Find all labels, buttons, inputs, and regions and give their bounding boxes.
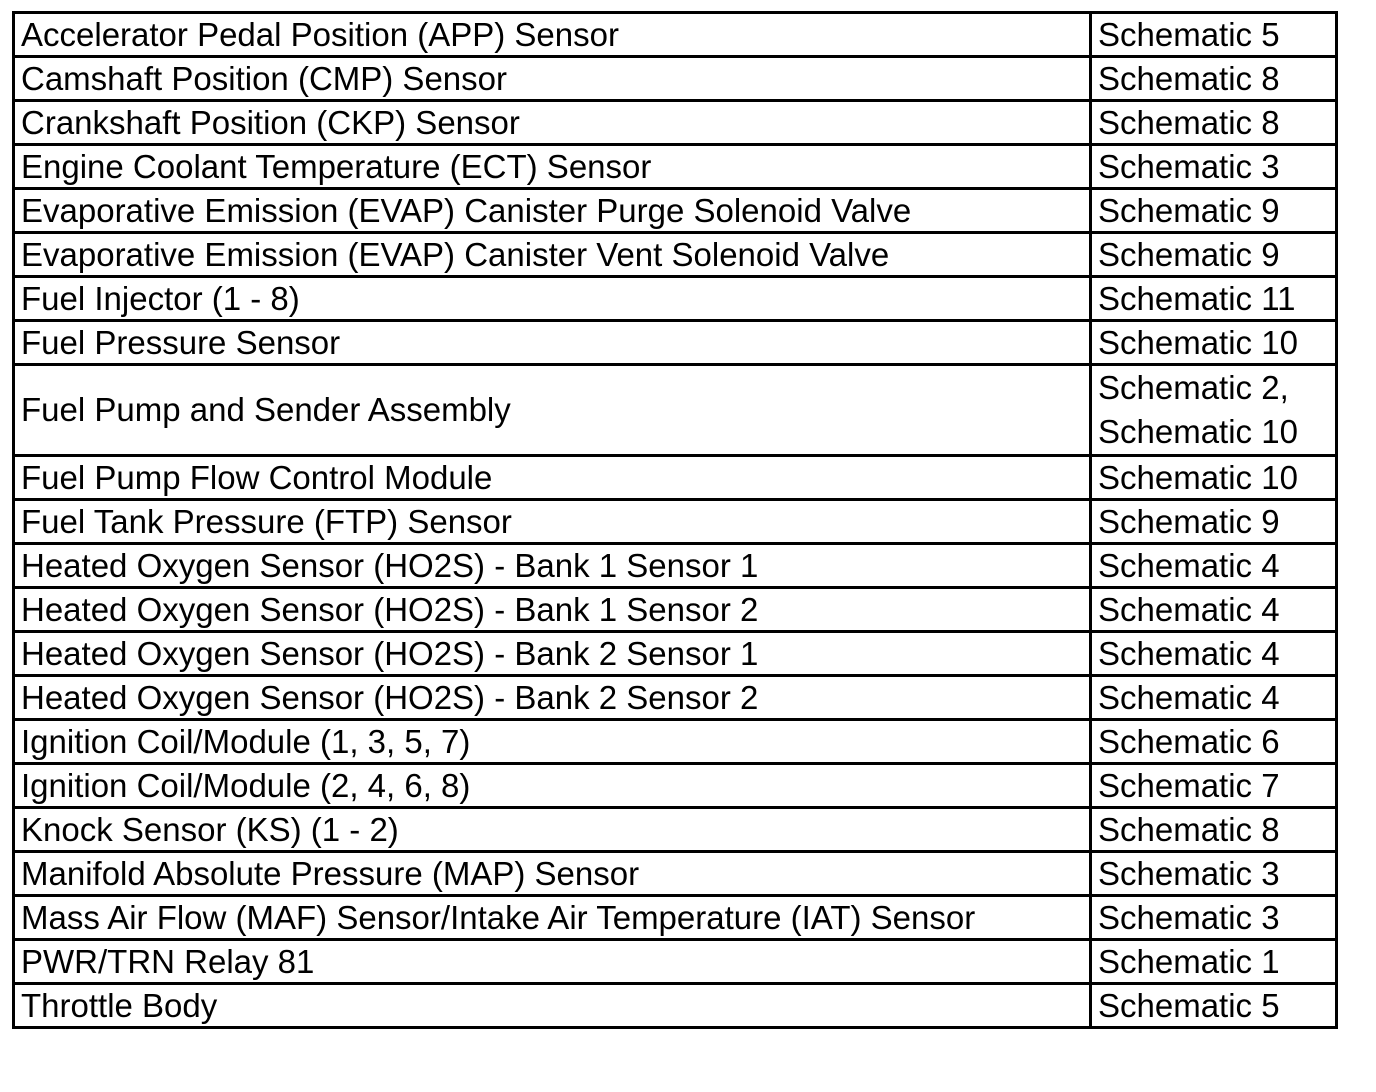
schematic-reference-cell xyxy=(1091,365,1337,456)
component-name-cell: PWR/TRN Relay 81 xyxy=(14,940,1091,984)
table-body xyxy=(14,13,1337,1028)
component-name-cell: Engine Coolant Temperature (ECT) Sensor xyxy=(14,145,1091,189)
table-row xyxy=(14,321,1337,365)
component-name-cell: Heated Oxygen Sensor (HO2S) - Bank 1 Sensor 1 xyxy=(14,544,1091,588)
table-row xyxy=(14,896,1337,940)
schematic-reference-cell xyxy=(1091,57,1337,101)
schematic-reference-cell xyxy=(1091,940,1337,984)
schematic-reference: Schematic 3 xyxy=(1098,854,1280,892)
schematic-reference-cell xyxy=(1091,233,1337,277)
component-name-cell: Fuel Injector (1 - 8) xyxy=(14,277,1091,321)
component-name-cell: Fuel Pressure Sensor xyxy=(14,321,1091,365)
table-row xyxy=(14,808,1337,852)
component-name-cell: Knock Sensor (KS) (1 - 2) xyxy=(14,808,1091,852)
schematic-reference-cell xyxy=(1091,145,1337,189)
component-name-cell: Ignition Coil/Module (1, 3, 5, 7) xyxy=(14,720,1091,764)
schematic-reference-cell xyxy=(1091,321,1337,365)
table-row xyxy=(14,632,1337,676)
schematic-reference-cell xyxy=(1091,189,1337,233)
component-schematic-table-wrapper xyxy=(12,11,1338,1029)
schematic-reference-cell xyxy=(1091,632,1337,676)
component-name-cell: Evaporative Emission (EVAP) Canister Vent Solenoid Valve xyxy=(14,233,1091,277)
schematic-reference-cell xyxy=(1091,984,1337,1028)
component-name-cell: Heated Oxygen Sensor (HO2S) - Bank 2 Sensor 2 xyxy=(14,676,1091,720)
table-row xyxy=(14,676,1337,720)
component-name-cell: Camshaft Position (CMP) Sensor xyxy=(14,57,1091,101)
table-row xyxy=(14,500,1337,544)
schematic-reference-cell xyxy=(1091,277,1337,321)
component-name-cell: Heated Oxygen Sensor (HO2S) - Bank 2 Sensor 1 xyxy=(14,632,1091,676)
schematic-reference: Schematic 11 xyxy=(1098,279,1296,317)
schematic-reference: Schematic 10 xyxy=(1098,323,1298,361)
component-name-cell: Manifold Absolute Pressure (MAP) Sensor xyxy=(14,852,1091,896)
schematic-reference: Schematic 6 xyxy=(1098,722,1280,760)
schematic-reference: Schematic 10 xyxy=(1098,413,1298,450)
schematic-reference-cell xyxy=(1091,588,1337,632)
table-row xyxy=(14,277,1337,321)
schematic-reference: Schematic 9 xyxy=(1098,191,1280,229)
schematic-reference-cell xyxy=(1091,500,1337,544)
table-row xyxy=(14,764,1337,808)
table-row xyxy=(14,365,1337,456)
table-row xyxy=(14,101,1337,145)
table-row xyxy=(14,940,1337,984)
component-name-cell: Mass Air Flow (MAF) Sensor/Intake Air Temperature (IAT) Sensor xyxy=(14,896,1091,940)
table-row xyxy=(14,984,1337,1028)
schematic-reference: Schematic 1 xyxy=(1098,942,1280,980)
table-row xyxy=(14,233,1337,277)
schematic-reference-cell xyxy=(1091,720,1337,764)
table-row xyxy=(14,588,1337,632)
schematic-reference: Schematic 4 xyxy=(1098,634,1280,672)
schematic-reference: Schematic 4 xyxy=(1098,590,1280,628)
table-row xyxy=(14,57,1337,101)
component-name-cell: Fuel Pump and Sender Assembly xyxy=(14,365,1091,456)
schematic-reference-cell xyxy=(1091,676,1337,720)
schematic-reference: Schematic 7 xyxy=(1098,766,1280,804)
schematic-reference-cell xyxy=(1091,896,1337,940)
schematic-reference-cell xyxy=(1091,808,1337,852)
table-row xyxy=(14,456,1337,500)
schematic-reference: Schematic 8 xyxy=(1098,103,1280,141)
table-row xyxy=(14,145,1337,189)
component-name-cell: Heated Oxygen Sensor (HO2S) - Bank 1 Sensor 2 xyxy=(14,588,1091,632)
component-name-cell: Fuel Pump Flow Control Module xyxy=(14,456,1091,500)
schematic-reference: Schematic 10 xyxy=(1098,458,1298,496)
component-schematic-table xyxy=(12,11,1338,1029)
component-name-cell: Fuel Tank Pressure (FTP) Sensor xyxy=(14,500,1091,544)
schematic-reference: Schematic 9 xyxy=(1098,235,1280,273)
table-row xyxy=(14,189,1337,233)
schematic-reference: Schematic 5 xyxy=(1098,15,1280,53)
schematic-reference-cell xyxy=(1091,456,1337,500)
schematic-reference-cell xyxy=(1091,544,1337,588)
schematic-reference: Schematic 2, xyxy=(1098,369,1289,406)
schematic-reference-cell xyxy=(1091,764,1337,808)
schematic-reference: Schematic 5 xyxy=(1098,986,1280,1024)
component-name-cell: Crankshaft Position (CKP) Sensor xyxy=(14,101,1091,145)
schematic-reference: Schematic 3 xyxy=(1098,898,1280,936)
schematic-reference-cell xyxy=(1091,13,1337,57)
table-row xyxy=(14,544,1337,588)
table-row xyxy=(14,13,1337,57)
schematic-reference-cell xyxy=(1091,852,1337,896)
component-name-cell: Accelerator Pedal Position (APP) Sensor xyxy=(14,13,1091,57)
schematic-reference-cell xyxy=(1091,101,1337,145)
table-row xyxy=(14,720,1337,764)
schematic-reference: Schematic 3 xyxy=(1098,147,1280,185)
component-name-cell: Throttle Body xyxy=(14,984,1091,1028)
schematic-reference: Schematic 8 xyxy=(1098,810,1280,848)
schematic-reference: Schematic 9 xyxy=(1098,502,1280,540)
schematic-reference: Schematic 8 xyxy=(1098,59,1280,97)
component-name-cell: Evaporative Emission (EVAP) Canister Purge Solenoid Valve xyxy=(14,189,1091,233)
schematic-reference: Schematic 4 xyxy=(1098,546,1280,584)
component-name-cell: Ignition Coil/Module (2, 4, 6, 8) xyxy=(14,764,1091,808)
table-row xyxy=(14,852,1337,896)
schematic-reference: Schematic 4 xyxy=(1098,678,1280,716)
